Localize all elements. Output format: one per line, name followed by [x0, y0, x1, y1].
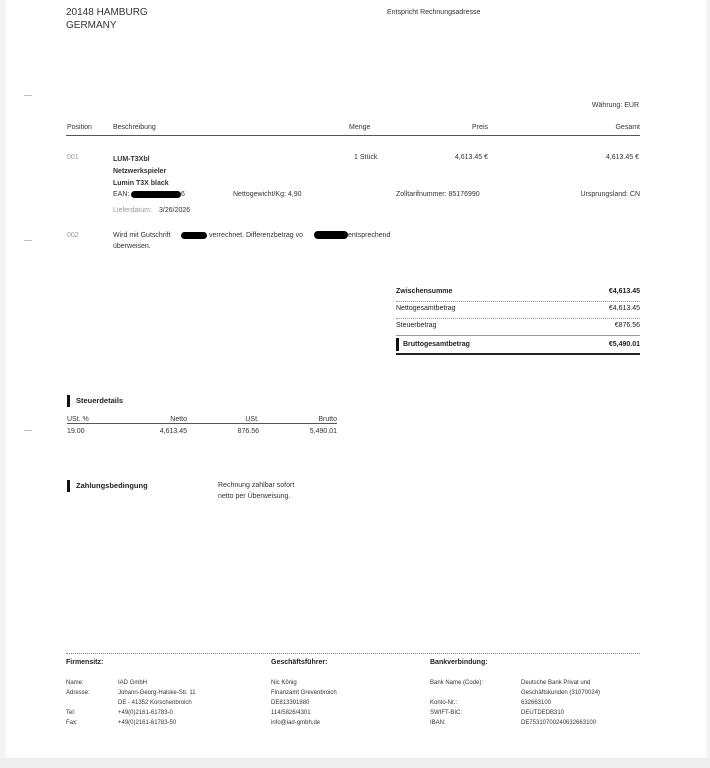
tax-gross: 5,490.01 — [309, 428, 337, 435]
footer-bank-swift: DEUTDEDB310 — [521, 710, 565, 716]
footer-management-title: Geschäftsführer: — [271, 659, 328, 666]
tax-header-gross: Brutto — [318, 416, 337, 423]
footer-label-blank — [66, 698, 90, 708]
item-1-price: 4,613.45 € — [454, 154, 488, 161]
tax-details-row — [67, 424, 337, 436]
item-2-text-b: verrechnet. Differenzbetrag vo — [209, 232, 304, 239]
footer-tax-number: 114/5826/4301 — [271, 710, 311, 716]
page-right-edge — [706, 0, 710, 768]
footer-company-title: Firmensitz: — [66, 659, 104, 666]
item-1-position: 001 — [67, 154, 79, 161]
footer-bank-konto-label: Konto-Nr.: — [430, 700, 458, 706]
tax-header-net: Netto — [170, 416, 187, 423]
subtotal-value: €4,613.45 — [608, 288, 640, 295]
tax-header-vat: USt. — [245, 416, 259, 423]
subtotal-row — [396, 285, 640, 302]
footer-divider — [66, 653, 640, 654]
footer-tax-office: Finanzamt Grevenbroich — [271, 690, 337, 696]
footer-vat-id: DE813391880 — [271, 700, 310, 706]
net-total-value: €4,613.45 — [608, 305, 640, 312]
address-line-2: GERMANY — [66, 20, 117, 31]
item-1-desc-1: Netzwerkspieler — [113, 168, 167, 175]
item-1-tariff: Zolltarifnummer: 85176990 — [396, 191, 480, 198]
footer-md-name: Nic König — [271, 680, 297, 686]
item-2-position: 002 — [67, 232, 79, 239]
header-rule — [66, 135, 640, 136]
shipping-address-note: Entspricht Rechnungsadresse — [387, 9, 481, 16]
net-total-label: Nettogesamtbetrag — [396, 305, 456, 312]
item-1-total: 4,613.45 € — [605, 154, 639, 161]
footer-label-name: Name: — [66, 680, 84, 686]
footer-bank-labels — [430, 678, 483, 728]
tax-total-row — [396, 319, 640, 336]
currency-label: Währung: EUR — [591, 102, 639, 109]
footer-management-values — [271, 678, 337, 728]
header-position: Position — [67, 124, 92, 131]
footer-bank-swift-label: SWIFT-BIC: — [430, 710, 462, 716]
footer-bank-name-1: Deutsche Bank Privat und — [521, 680, 591, 686]
payment-terms-line-1: Rechnung zahlbar sofort — [218, 482, 295, 489]
item-1-net-weight: Nettogewicht/Kg: 4,90 — [233, 191, 302, 198]
redaction-bar — [131, 191, 181, 198]
item-1-quantity: 1 Stück — [354, 154, 378, 161]
footer-bank-name-label: Bank Name (Code): — [430, 680, 484, 686]
header-price: Preis — [472, 124, 488, 131]
footer-bank-iban-label: IBAN: — [430, 720, 446, 726]
item-1-delivery-label: Lieferdatum: — [113, 207, 152, 214]
gross-total-row — [396, 337, 640, 355]
tax-details-header-row — [67, 416, 337, 424]
footer-company-tel: +49(0)2161-61783-0 — [118, 710, 173, 716]
gross-total-label: Bruttogesamtbetrag — [403, 341, 470, 348]
payment-terms-text — [218, 480, 294, 502]
item-2-text-a: Wird mit Gutschrift — [113, 232, 171, 239]
footer-company-name: IAD GmbH — [118, 680, 148, 686]
footer-email: info@iad-gmbh.de — [271, 720, 321, 726]
redaction-bar — [314, 231, 348, 239]
footer-bank-values — [521, 678, 600, 728]
footer-company-street: Johann-Georg-Halske-Str. 11 — [118, 690, 196, 696]
footer-label-fax: Fax: — [66, 720, 78, 726]
footer-label-address: Adresse: — [66, 690, 90, 696]
billing-address — [66, 6, 148, 32]
header-quantity: Menge — [349, 124, 371, 131]
item-2-text-c: entsprechend — [348, 232, 391, 239]
item-1-desc-2: Lumin T3X black — [113, 180, 169, 187]
payment-terms-title: Zahlungsbedingung — [67, 480, 148, 492]
footer-bank-title: Bankverbindung: — [430, 659, 488, 666]
tax-details-table — [67, 416, 337, 435]
tax-total-label: Steuerbetrag — [396, 322, 437, 329]
net-total-row — [396, 302, 640, 319]
footer-company-values — [118, 678, 196, 728]
address-line-1: 20148 HAMBURG — [66, 7, 148, 18]
fold-mark — [24, 240, 32, 241]
gross-total-marker — [396, 338, 399, 351]
fold-mark — [24, 430, 32, 431]
item-1-ean-label: EAN: — [113, 191, 130, 198]
footer-company-labels — [66, 678, 90, 728]
page-left-edge — [0, 0, 6, 768]
item-2-text-d: überweisen. — [113, 243, 151, 250]
header-total: Gesamt — [615, 124, 640, 131]
footer-bank-iban: DE75310700240632663100 — [521, 720, 597, 726]
footer-company-city: DE - 41352 Korschenbroich — [118, 700, 192, 706]
tax-net: 4,613.45 — [159, 428, 187, 435]
page-bottom-edge — [0, 758, 710, 768]
footer-bank-spacer — [430, 688, 483, 698]
tax-total-value: €876.56 — [614, 322, 640, 329]
footer-bank-konto: 632663100 — [521, 700, 552, 706]
footer-company-fax: +49(0)2161-61783-50 — [118, 720, 177, 726]
fold-mark — [24, 95, 32, 96]
item-1-origin: Ursprungsland: CN — [580, 191, 640, 198]
item-1-ean-suffix: 6 — [181, 191, 185, 198]
redaction-bar — [181, 232, 207, 239]
tax-header-rate: USt. % — [67, 416, 89, 423]
tax-details-title: Steuerdetails — [67, 395, 123, 407]
subtotal-label: Zwischensumme — [396, 288, 453, 295]
tax-vat: 876.56 — [237, 428, 259, 435]
item-1-delivery-date: 3/26/2026 — [159, 207, 191, 214]
item-1-name: LUM-T3Xbl — [113, 156, 150, 163]
item-1-description — [113, 154, 169, 190]
header-description: Beschreibung — [113, 124, 156, 131]
tax-rate: 19.00 — [67, 428, 85, 435]
payment-terms-line-2: netto per Überweisung. — [218, 493, 291, 500]
footer-label-tel: Tel: — [66, 710, 76, 716]
footer-bank-name-2: Geschäftskunden (31070024) — [521, 690, 601, 696]
gross-total-value: €5,490.01 — [608, 341, 640, 348]
